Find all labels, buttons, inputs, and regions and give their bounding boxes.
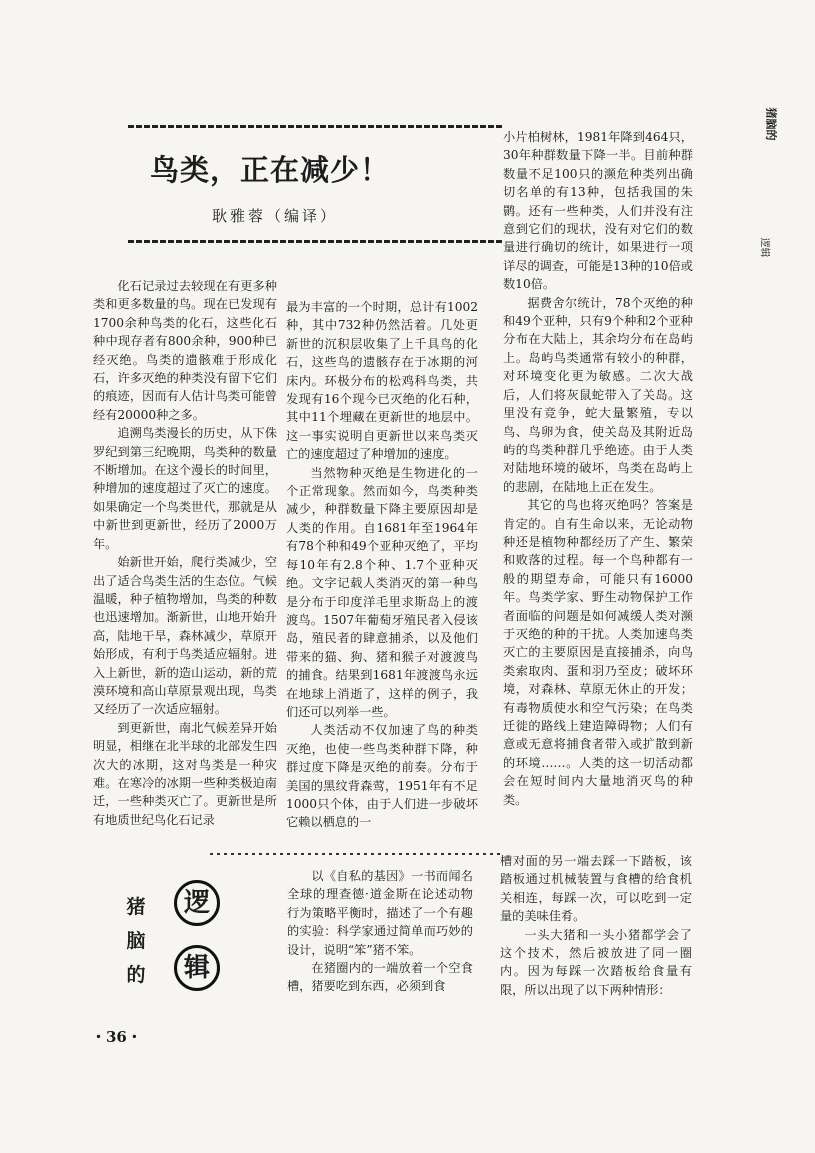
paragraph: 始新世开始，爬行类减少，空出了适合鸟类生活的生态位。气候温暖，种子植物增加，鸟类的种数也迅速增加。渐新世，山地开始升高，陆地干旱，森林减少，草原开始形成，有利于鸟类适应辐射。进入上新世，新的造山运动，新的荒漠环境和高山草原景观出现，鸟类又经历了一次适应辐射。 — [93, 555, 277, 717]
second-title-vertical — [122, 890, 150, 992]
margin-mark-bottom: 逻辑 — [758, 237, 770, 258]
paragraph: 一头大猪和一头小猪都学会了这个技术，然后被放进了同一圈内。因为每踩一次踏板给食量有限，所以出现了以下两种情形： — [500, 927, 692, 997]
paragraph: 到更新世，南北气候差异开始明显，相继在北半球的北部发生四次大的冰期，这对鸟类是一种灾难。在寒冷的冰期一些种类极迫南迁，一些种类灭亡了。更新世是所有地质世纪鸟化石记录 — [93, 720, 277, 827]
paragraph: 在猪圈内的一端放着一个空食槽，猪要吃到东西，必须到食 — [287, 961, 473, 994]
paragraph: 以《自私的基因》一书而闻名全球的理查德·道金斯在论述动物行为策略平衡时，描述了一个有趣的实验：科学家通过简单而巧妙的设计，说明“笨”猪不笨。 — [287, 869, 473, 957]
logic-char-circle-1: 逻 — [174, 880, 220, 926]
title-char: 脑 — [126, 930, 146, 952]
second-article-column-2 — [500, 852, 692, 999]
article-byline: 耿雅蓉（编译） — [211, 207, 338, 225]
logic-char-circle-2: 辑 — [174, 945, 220, 991]
paragraph: 当然物种灭绝是生物进化的一个正常现象。然而如今，鸟类种类减少，种群数量下降主要原因却是人类的作用。自1681年至1964年有78个种和49个亚种灭绝了，平均每10年有2.8个种、1.7个亚种灭绝。文字记载人类消灭的第一种鸟是分布于印度洋毛里求斯岛上的渡渡鸟。1507年葡萄牙殖民者入侵该岛，殖民者的肆意捕杀，以及他们带来的猫、狗、猪和猴子对渡渡鸟的捕食。结果到1681年渡渡鸟永远在地球上消逝了，这样的例子，我们还可以列举一些。 — [286, 465, 478, 719]
article-column-2 — [286, 298, 478, 832]
section-divider — [210, 853, 500, 855]
paragraph: 化石记录过去较现在有更多种类和更多数量的鸟。现在已发现有1700余种鸟类的化石，这些化石种中现存者有800余种，900种已经灭绝。鸟类的遗骸难于形成化石，许多灭绝的种类没有留下它们的痕迹，因而有人估计鸟类可能曾经有20000种之多。 — [93, 279, 277, 422]
title-rule-top — [128, 125, 503, 128]
paragraph: 人类活动不仅加速了鸟的种类灭绝，也使一些鸟类种群下降，种群过度下降是灭绝的前奏。分布于美国的黑纹背森莺，1951年有不足1000只个体，由于人们进一步破坏它赖以栖息的一 — [286, 723, 478, 830]
paragraph: 小片柏树林，1981年降到464只，30年种群数量下降一半。目前种群数量不足100只的濒危种类列出确切名单的有13种，包括我国的朱鹮。还有一些种类，人们并没有注意到它们的现状，没有对它们的数量进行确切的统计，如果进行一项详尽的调查，可能是13种的10倍或数10倍。 — [503, 130, 693, 292]
page-number: ・36・ — [91, 1028, 142, 1046]
article-title: 鸟类，正在减少！ — [149, 153, 390, 187]
title-char: 的 — [126, 964, 146, 986]
paragraph: 据费舍尔统计，78个灭绝的种和49个亚种，只有9个种和2个亚种分布在大陆上，其余均分布在岛屿上。岛屿鸟类通常有较小的种群，对环境变化更为敏感。二次大战后，人们将灰鼠蛇带入了关岛。这里没有竞争，蛇大量繁殖，专以鸟、鸟卵为食，使关岛及其附近岛屿的鸟类种群几乎绝迹。由于人类对陆地环境的破坏，鸟类在岛屿上的悲剧，在陆地上正在发生。 — [503, 295, 693, 494]
paragraph: 最为丰富的一个时期，总计有1002种，其中732种仍然活着。几处更新世的沉积层收集了上千具鸟的化石，这些鸟的遗骸存在于冰期的河床内。环极分布的松鸡科鸟类，共发现有16个现今已灭绝的化石种，其中11个埋藏在更新世的地层中。这一事实说明自更新世以来鸟类灭亡的速度超过了种增加的速度。 — [286, 300, 478, 462]
paragraph: 槽对面的另一端去踩一下踏板，该踏板通过机械装置与食槽的给食机关相连，每踩一次，可以吃到一定量的美味佳肴。 — [500, 854, 692, 924]
article-column-1 — [93, 277, 277, 829]
second-article-column-1 — [287, 867, 473, 996]
margin-mark-top: 猪脑的 — [764, 107, 778, 141]
paragraph: 其它的鸟也将灭绝吗？答案是肯定的。自有生命以来，无论动物种还是植物种都经历了产生、繁荣和败落的过程。每一个鸟种都有一般的期望寿命，可能只有16000年。鸟类学家、野生动物保护工作者面临的问题是如何减缓人类对濒于灭绝的种的干扰。人类加速鸟类灭亡的主要原因是直接捕杀，向鸟类索取肉、蛋和羽乃至皮；破坏环境，对森林、草原无休止的开发；有毒物质使水和空气污染；在鸟类迁徙的路线上建造障碍物；人们有意或无意将捕食者带入或扩散到新的环境……。人类的这一切活动都会在短时间内大量地消灭鸟的种类。 — [503, 498, 693, 807]
paragraph: 追溯鸟类漫长的历史，从下侏罗纪到第三纪晚期，鸟类种的数量不断增加。在这个漫长的时间里，种增加的速度超过了灭亡的速度。如果确定一个鸟类世代，那就是从中新世到更新世，经历了2000万年。 — [93, 426, 277, 551]
title-char: 猪 — [126, 896, 146, 918]
article-column-3 — [503, 128, 693, 809]
title-rule-bottom — [128, 240, 503, 243]
